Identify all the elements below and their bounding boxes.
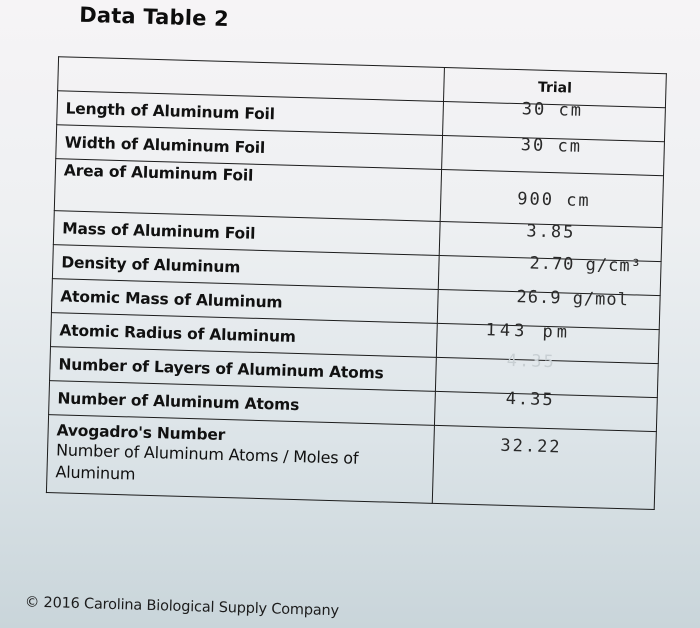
- avogadro-label: Avogadro's Number: [56, 421, 226, 445]
- row-label-density: Density of Aluminum: [52, 245, 439, 290]
- header-trial-cell: Trial: [443, 68, 666, 108]
- table-row: [46, 415, 656, 510]
- row-label-avogadro: [46, 415, 434, 504]
- handwritten-value: 3.85: [526, 220, 576, 243]
- row-value-area[interactable]: [440, 169, 663, 227]
- row-label-length: Length of Aluminum Foil: [57, 91, 444, 136]
- avogadro-sublabel: Number of Aluminum Atoms / Moles of Aluminum: [55, 440, 359, 484]
- handwritten-value: 4.35: [505, 388, 555, 410]
- handwritten-value: 26.9 g/mol: [516, 286, 630, 310]
- handwritten-value: 143 pm: [485, 319, 572, 343]
- handwritten-value: 30 cm: [520, 134, 583, 157]
- handwritten-value: 30 cm: [521, 98, 584, 121]
- page-title: Data Table 2: [78, 2, 230, 31]
- row-label-atomic-radius: Atomic Radius of Aluminum: [50, 313, 437, 358]
- row-label-layers: Number of Layers of Aluminum Atoms: [50, 347, 437, 392]
- row-label-width: Width of Aluminum Foil: [56, 125, 443, 170]
- faint-handwritten-value: 4.35: [506, 350, 557, 372]
- row-label-atoms: Number of Aluminum Atoms: [49, 381, 436, 426]
- row-label-atomic-mass: Atomic Mass of Aluminum: [51, 279, 438, 324]
- data-table: [46, 56, 667, 510]
- row-value-avogadro[interactable]: [432, 425, 656, 509]
- handwritten-value: 2.70 g/cm³: [529, 252, 643, 277]
- row-label-area: Area of Aluminum Foil: [54, 159, 441, 222]
- copyright-footer: © 2016 Carolina Biological Supply Company: [24, 594, 340, 620]
- handwritten-value: 900 cm: [517, 189, 591, 212]
- handwritten-value: 32.22: [500, 435, 562, 458]
- row-label-mass: Mass of Aluminum Foil: [53, 211, 440, 256]
